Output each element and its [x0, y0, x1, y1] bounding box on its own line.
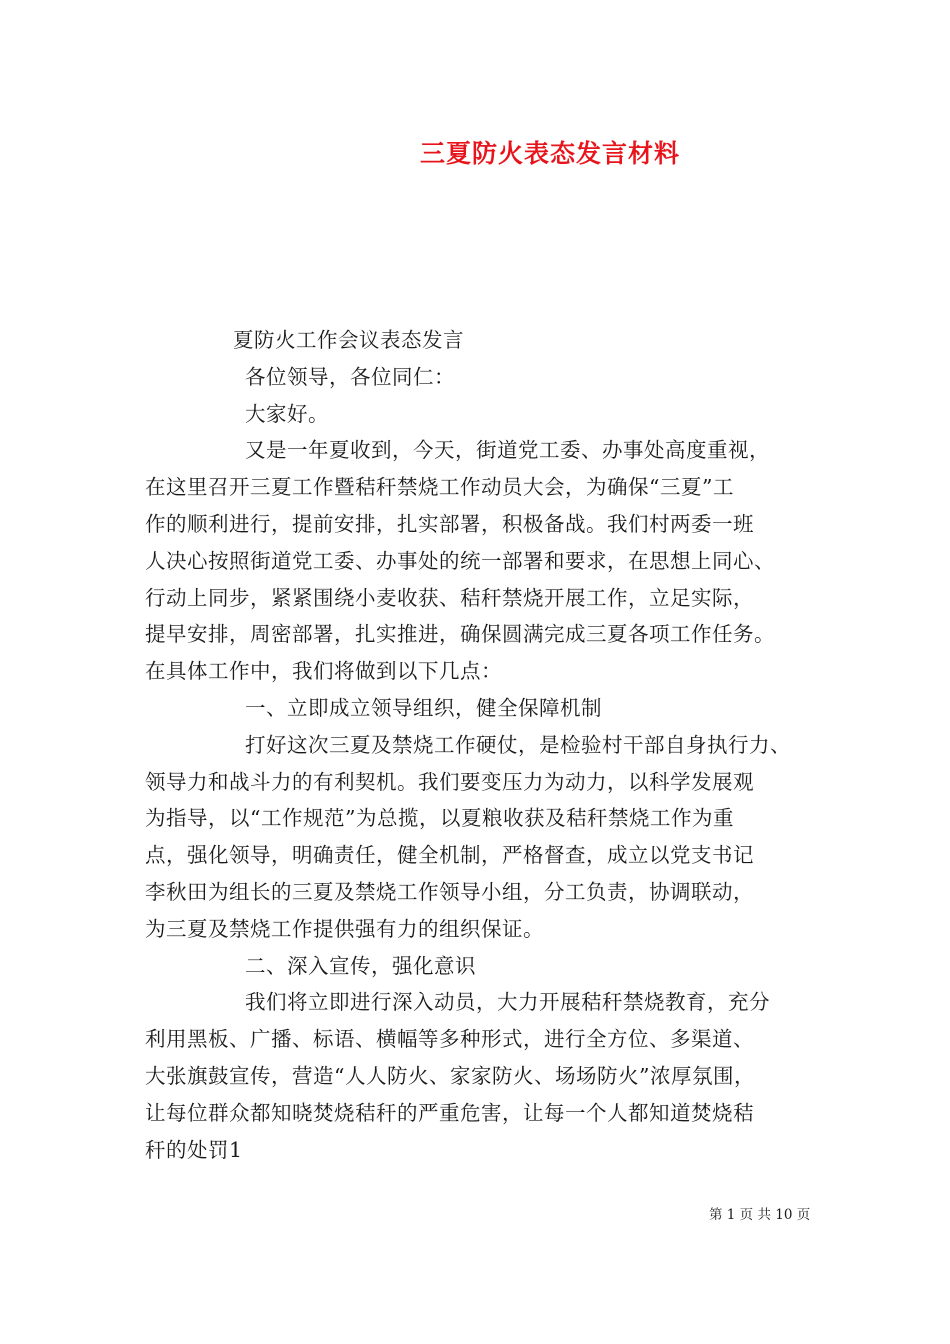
paragraph-line: 在这里召开三夏工作暨秸秆禁烧工作动员大会，为确保“三夏”工 — [145, 475, 734, 500]
section-heading-1: 一、立即成立领导组织，健全保障机制 — [245, 695, 602, 720]
paragraph-line: 领导力和战斗力的有利契机。我们要变压力为动力，以科学发展观 — [145, 769, 754, 794]
line-salutation: 各位领导，各位同仁： — [245, 364, 455, 389]
paragraph-line: 行动上同步，紧紧围绕小麦收获、秸秆禁烧开展工作，立足实际， — [145, 585, 754, 610]
paragraph-line: 我们将立即进行深入动员，大力开展秸秆禁烧教育，充分 — [245, 990, 770, 1015]
paragraph-line: 点，强化领导，明确责任，健全机制，严格督查，成立以党支书记 — [145, 843, 754, 868]
page-number-footer: 第 1 页 共 10 页 — [709, 1207, 811, 1223]
paragraph-line: 又是一年夏收到，今天，街道党工委、办事处高度重视， — [245, 438, 770, 463]
document-title: 三夏防火表态发言材料 — [419, 139, 680, 168]
paragraph-line: 作的顺利进行，提前安排，扎实部署，积极备战。我们村两委一班 — [145, 511, 754, 536]
paragraph-line: 大张旗鼓宣传，营造“人人防火、家家防火、场场防火”浓厚氛围， — [145, 1063, 755, 1088]
paragraph-line: 在具体工作中，我们将做到以下几点： — [145, 659, 502, 684]
paragraph-line: 让每位群众都知晓焚烧秸秆的严重危害，让每一个人都知道焚烧秸 — [145, 1100, 754, 1125]
paragraph-line: 打好这次三夏及禁烧工作硬仗，是检验村干部自身执行力、 — [245, 732, 791, 757]
line-greeting: 大家好。 — [245, 401, 329, 426]
paragraph-line: 秆的处罚1 — [145, 1137, 243, 1162]
section-heading-2: 二、深入宣传，强化意识 — [245, 953, 476, 978]
paragraph-line: 人决心按照街道党工委、办事处的统一部署和要求，在思想上同心、 — [145, 548, 775, 573]
paragraph-line: 为指导，以“工作规范”为总揽，以夏粮收获及秸秆禁烧工作为重 — [145, 806, 734, 831]
paragraph-line: 利用黑板、广播、标语、横幅等多种形式，进行全方位、多渠道、 — [145, 1027, 754, 1052]
line-heading: 夏防火工作会议表态发言 — [233, 328, 464, 352]
paragraph-line: 为三夏及禁烧工作提供强有力的组织保证。 — [145, 916, 544, 941]
paragraph-line: 李秋田为组长的三夏及禁烧工作领导小组，分工负责，协调联动， — [145, 879, 754, 904]
paragraph-line: 提早安排，周密部署，扎实推进，确保圆满完成三夏各项工作任务。 — [145, 622, 775, 647]
document-body — [145, 322, 825, 1168]
